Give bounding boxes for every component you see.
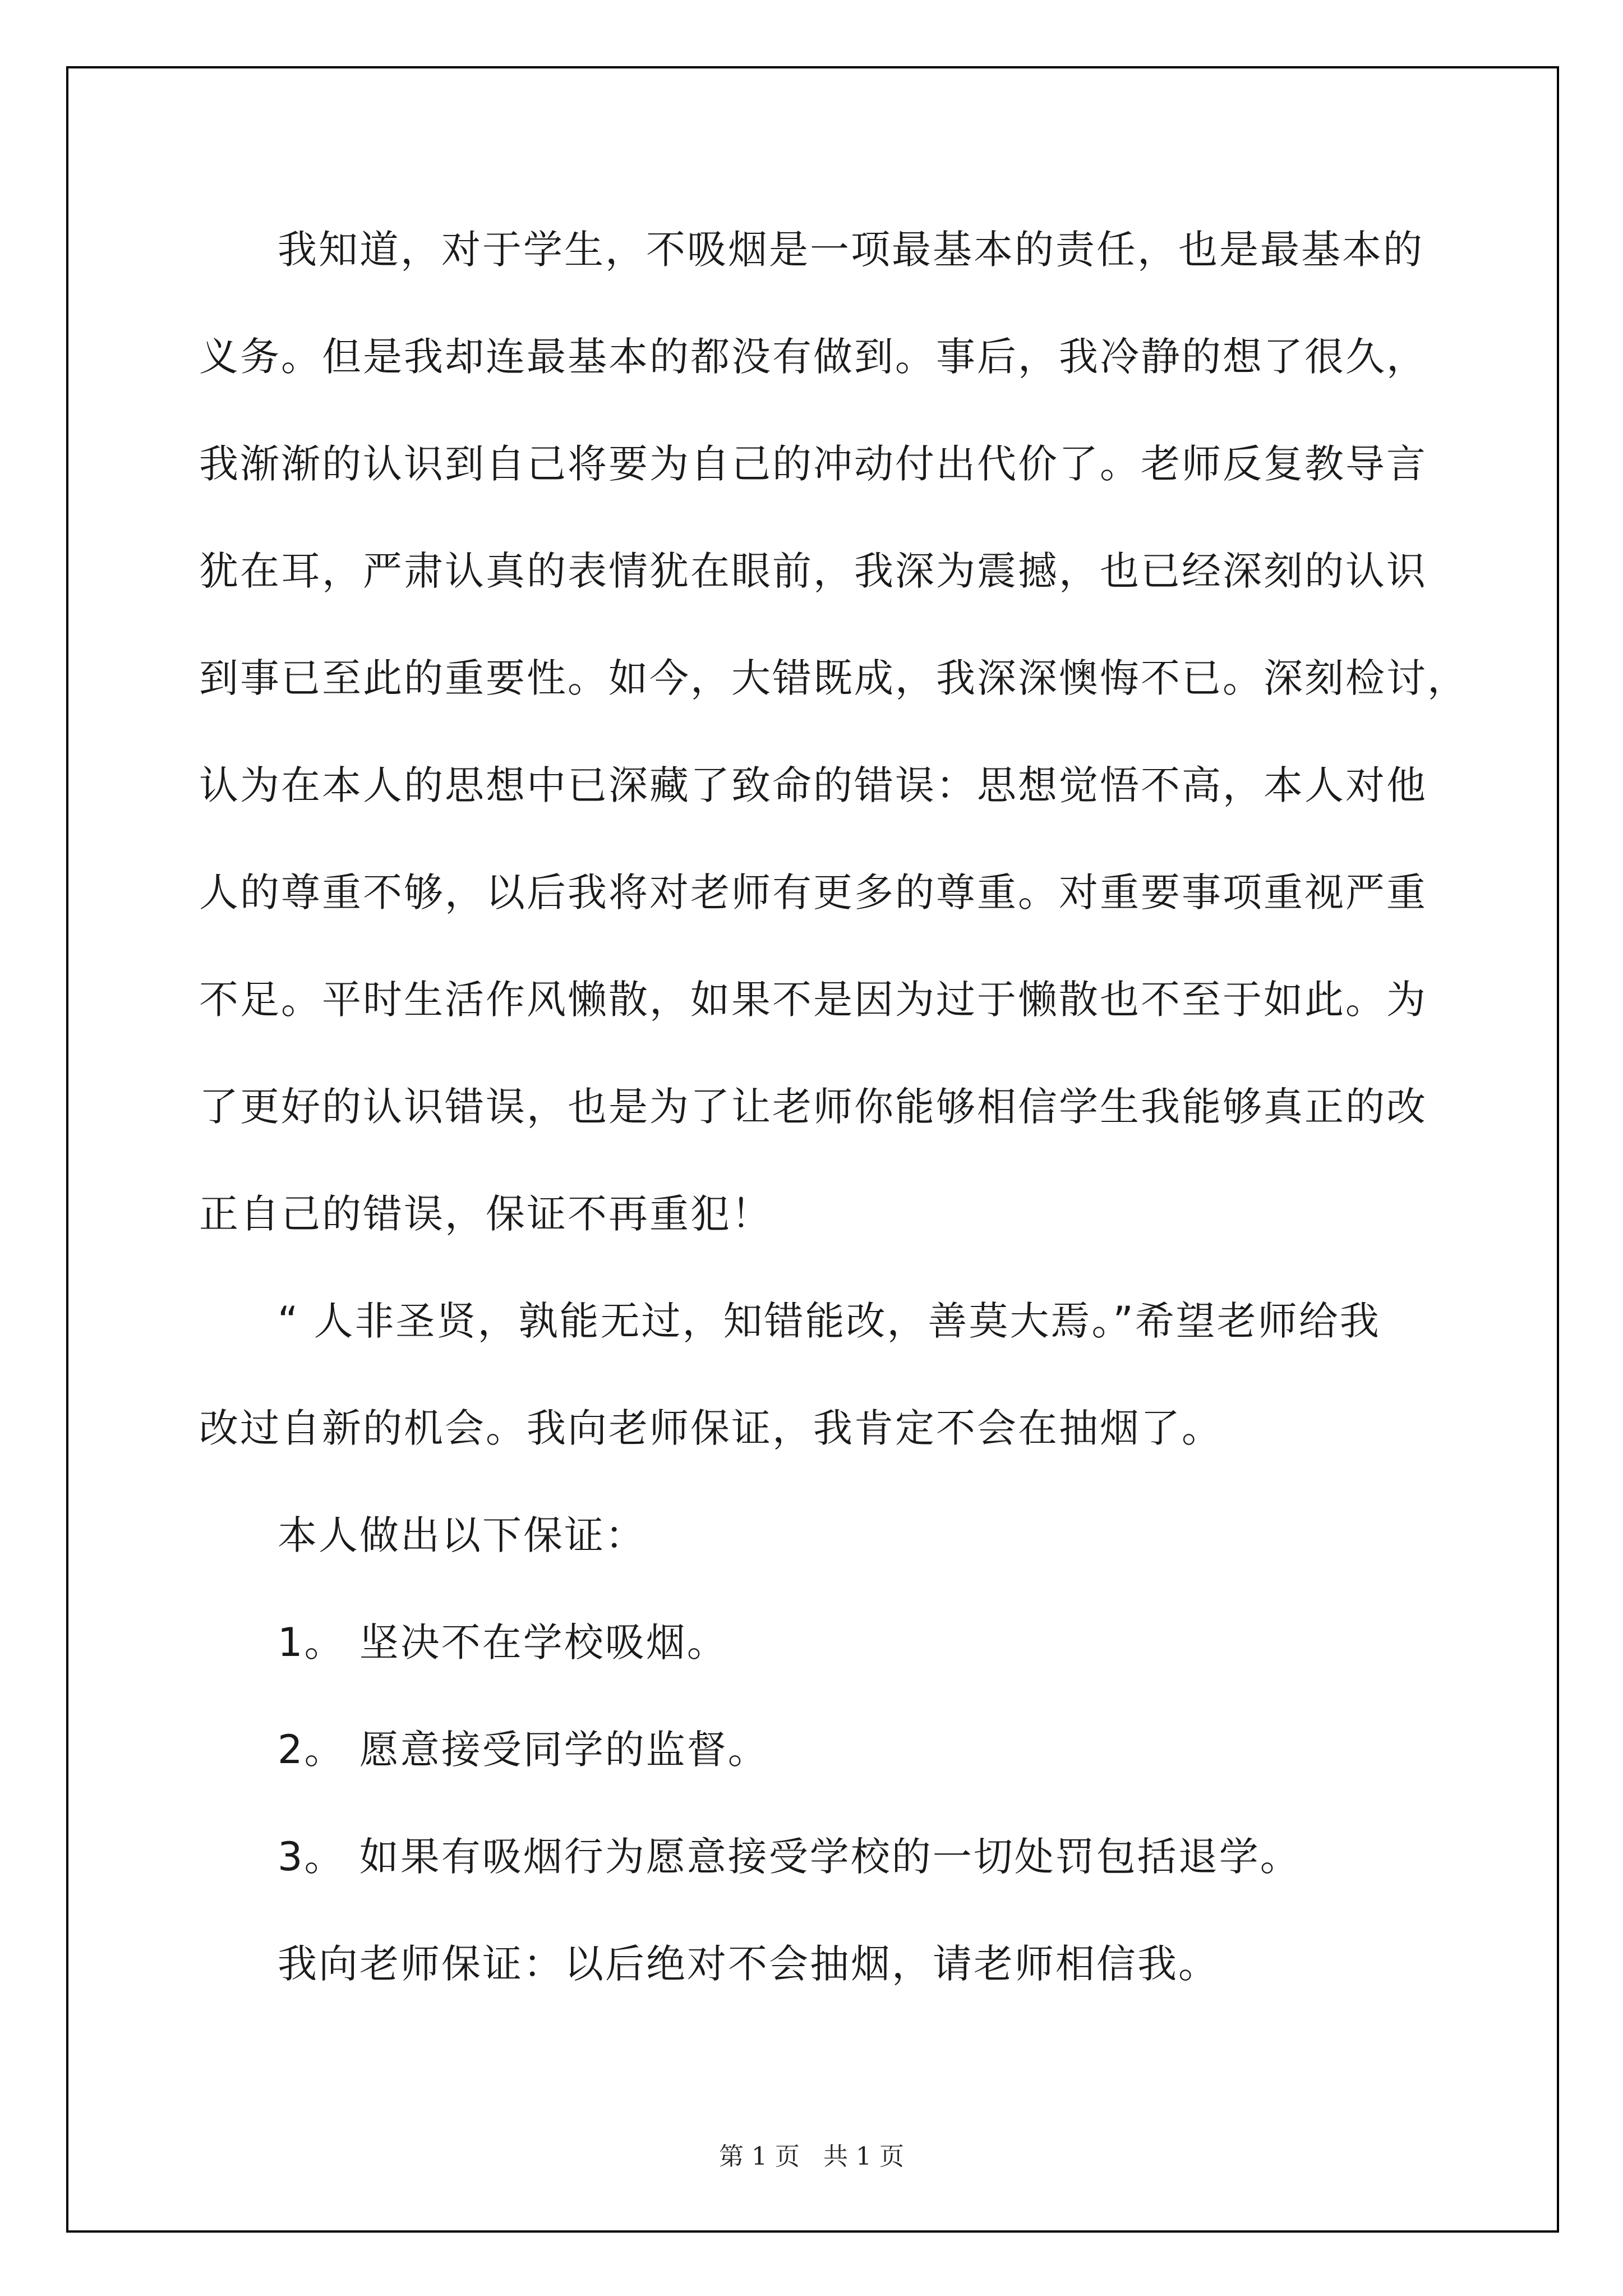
page-number-footer: 第 1 页 共 1 页	[719, 2142, 904, 2171]
pledge-item-1: 1。 坚决不在学校吸烟。	[278, 1619, 728, 1665]
paragraph-1-line-6: 认为在本人的思想中已深藏了致命的错误：思想觉悟不高，本人对他	[199, 762, 1427, 808]
paragraph-1-line-7: 人的尊重不够，以后我将对老师有更多的尊重。对重要事项重视严重	[199, 869, 1427, 915]
document-body	[199, 222, 1468, 2043]
paragraph-1-line-8: 不足。平时生活作风懒散，如果不是因为过于懒散也不至于如此。为	[199, 977, 1427, 1023]
paragraph-1-line-5: 到事已至此的重要性。如今，大错既成，我深深懊悔不已。深刻检讨，	[199, 655, 1468, 701]
paragraph-1-line-1: 我知道，对于学生，不吸烟是一项最基本的责任，也是最基本的	[278, 227, 1424, 273]
paragraph-1-line-9: 了更好的认识错误，也是为了让老师你能够相信学生我能够真正的改	[199, 1084, 1427, 1130]
paragraph-1-line-10: 正自己的错误，保证不再重犯！	[199, 1191, 772, 1237]
pledge-item-3: 3。 如果有吸烟行为愿意接受学校的一切处罚包括退学。	[278, 1834, 1301, 1880]
paragraph-2-line-2: 改过自新的机会。我向老师保证，我肯定不会在抽烟了。	[199, 1405, 1223, 1451]
paragraph-2-line-1: “ 人非圣贤，孰能无过，知错能改，善莫大焉。”希望老师给我	[278, 1298, 1381, 1344]
pledge-heading: 本人做出以下保证：	[278, 1512, 646, 1558]
pledge-item-2: 2。 愿意接受同学的监督。	[278, 1727, 769, 1773]
paragraph-1-line-3: 我渐渐的认识到自己将要为自己的冲动付出代价了。老师反复教导言	[199, 441, 1427, 487]
closing-statement: 我向老师保证：以后绝对不会抽烟，请老师相信我。	[278, 1941, 1219, 1987]
paragraph-1-line-4: 犹在耳，严肃认真的表情犹在眼前，我深为震撼，也已经深刻的认识	[199, 548, 1427, 594]
paragraph-1-line-2: 义务。但是我却连最基本的都没有做到。事后，我冷静的想了很久，	[199, 334, 1427, 380]
